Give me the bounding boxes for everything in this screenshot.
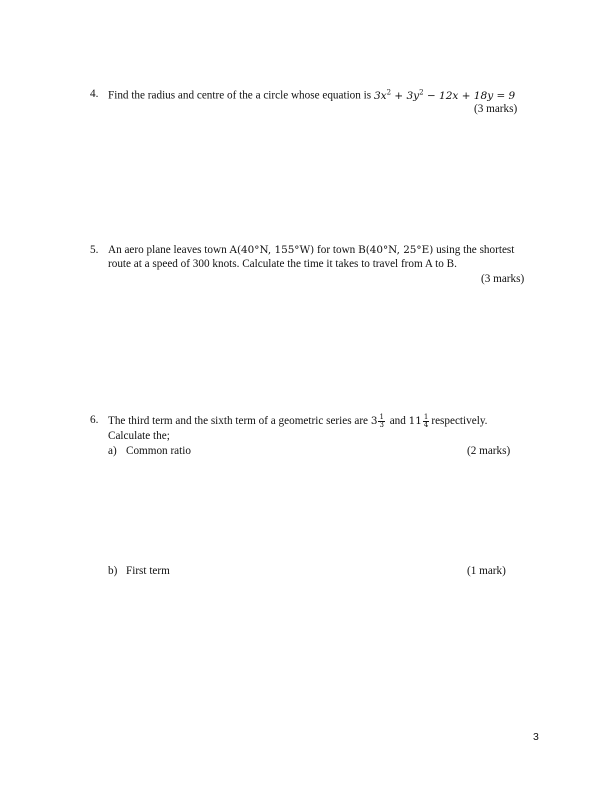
question-6-line-1: [108, 410, 487, 432]
page-number: 3: [533, 731, 539, 743]
mixed-2-fraction: [423, 414, 429, 429]
question-5-text-post: using the shortest: [436, 244, 515, 256]
question-6-and: and: [389, 415, 406, 427]
eq-exp-2: 2: [419, 88, 424, 96]
question-6b-marks: (1 mark): [467, 565, 506, 577]
circle-equation: [374, 90, 515, 102]
question-4-marks: (3 marks): [474, 103, 518, 115]
eq-term-3: 12x: [438, 89, 459, 102]
eq-op-4: =: [493, 89, 509, 102]
mixed-number-third-term: [370, 412, 387, 429]
point-b: B(40°N, 25°E): [358, 244, 434, 256]
question-6-text-pre: The third term and the sixth term of a geometric series are: [108, 415, 369, 427]
mixed-2-whole: 11: [408, 415, 422, 427]
question-5-line-1: [108, 244, 514, 256]
eq-rhs: 9: [508, 89, 516, 102]
question-5-number: 5.: [90, 244, 99, 256]
mixed-1-numerator: 1: [379, 412, 384, 421]
question-6-text-post: respectively.: [431, 415, 488, 427]
question-6a-text: Common ratio: [126, 445, 191, 457]
question-5-line-2: route at a speed of 300 knots. Calculate the time it takes to travel from A to B.: [108, 258, 457, 270]
question-6b-label: b): [108, 565, 118, 577]
question-5-text-pre: An aero plane leaves town: [108, 244, 227, 256]
question-5-marks: (3 marks): [481, 273, 525, 285]
point-a: A(40°N, 155°W): [229, 244, 315, 256]
question-4-text-line: [108, 88, 515, 102]
question-6-line-2: Calculate the;: [108, 430, 170, 442]
question-5-text-mid: for town: [317, 244, 356, 256]
question-4-number: 4.: [90, 88, 99, 100]
mixed-1-whole: 3: [370, 415, 378, 427]
question-6b-text: First term: [126, 565, 170, 577]
eq-term-1: 3x: [373, 89, 387, 102]
mixed-1-denominator: 3: [379, 420, 384, 429]
eq-op-2: −: [423, 89, 439, 102]
question-6a-label: a): [108, 445, 117, 457]
mixed-2-denominator: 4: [423, 420, 429, 429]
question-4-text: Find the radius and centre of the a circle whose equation is: [108, 89, 372, 102]
mixed-1-fraction: [378, 414, 384, 429]
eq-op-1: +: [391, 89, 407, 102]
mixed-number-sixth-term: [408, 412, 432, 429]
eq-term-4: 18y: [473, 89, 494, 102]
eq-term-2: 3y: [406, 89, 420, 102]
mixed-2-numerator: 1: [423, 412, 429, 421]
question-6-number: 6.: [90, 414, 99, 426]
eq-exp-1: 2: [386, 88, 392, 96]
question-6a-marks: (2 marks): [467, 445, 511, 457]
eq-op-3: +: [458, 89, 474, 102]
